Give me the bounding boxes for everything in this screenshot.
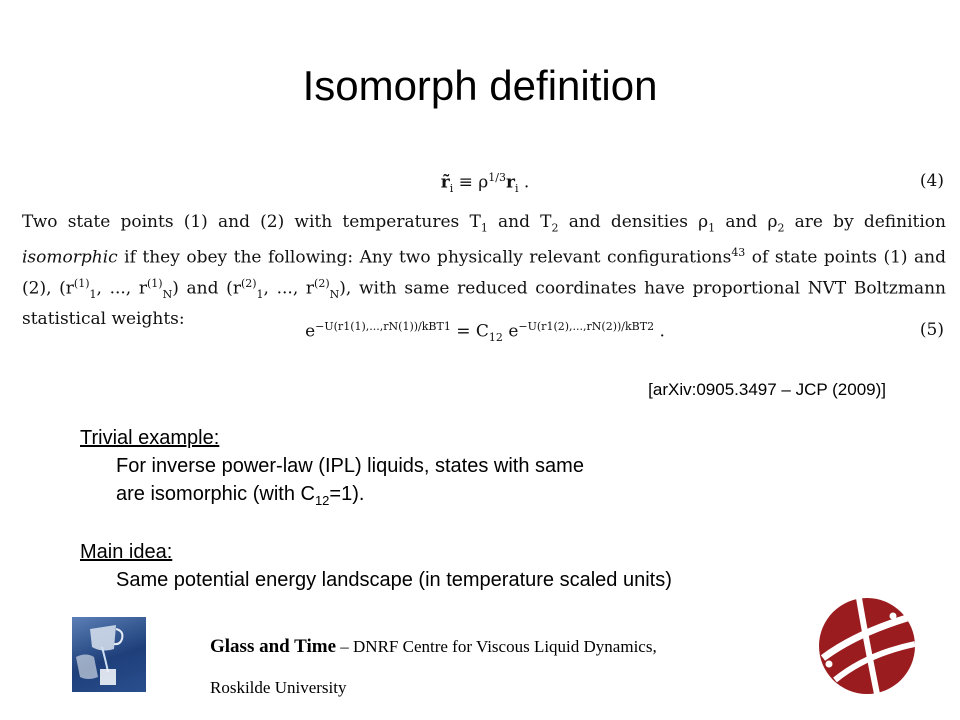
trivial-line-2: are isomorphic (with $C_{12}=1$).	[116, 483, 365, 508]
footer-university: Roskilde University	[210, 678, 347, 697]
main-idea-line: Same potential energy landscape (in temperature scaled units)	[116, 569, 672, 591]
footer-organization: Glass and Time – DNRF Centre for Viscous Liquid Dynamics,	[210, 636, 657, 657]
equation-4-number: (4)	[919, 171, 944, 191]
paper-excerpt: $r̃_i \equiv \rho^{1/3}r_i$ . (4) Two state points (1) and (2) with temperatures $T_1$ and $T_2$ and densities $\rho_1$ and $\rho_2$ are by definition isomorphic if they obey the following: Any two physically relevant configurations$^{43}$ of state points (1) and (2), ($r^{(1)}_1$, ..., $r^{(1)}_N$) and ($r^{(2)}_1$, ..., $r^{(2)}_N$), with same reduced coordinates have proportional NVT Boltzmann statistical weights: $e^{-U(r1(1),...,rN(1))/kBT1} = C_{12}$ $e^{-U(r1(2),...,rN(2))/kBT2}$ . (5)	[22, 171, 947, 345]
citation: [arXiv:0905.3497 – JCP (2009)]	[648, 380, 886, 399]
definition-paragraph: Two state points (1) and (2) with temperatures $T_1$ and $T_2$ and densities $\rho_1$ and $\rho_2$ are by definition isomorphic if they obey the following: Any two physically relevant configurations$^{43}$ of state points (1) and (2), ($r^{(1)}_1$, ..., $r^{(1)}_N$) and ($r^{(2)}_1$, ..., $r^{(2)}_N$), with same reduced coordinates have proportional NVT Boltzmann statistical weights:	[22, 212, 947, 330]
pouring-glass-image	[72, 617, 146, 692]
university-logo	[815, 594, 920, 699]
equation-5-number: (5)	[919, 320, 944, 340]
trivial-heading: Trivial example:	[80, 427, 220, 449]
trivial-example	[80, 424, 584, 515]
slide-title: Isomorph definition	[302, 62, 658, 109]
main-idea	[80, 538, 672, 594]
main-idea-heading: Main idea:	[80, 541, 173, 563]
trivial-line-1: For inverse power-law (IPL) liquids, states with same	[116, 455, 584, 477]
